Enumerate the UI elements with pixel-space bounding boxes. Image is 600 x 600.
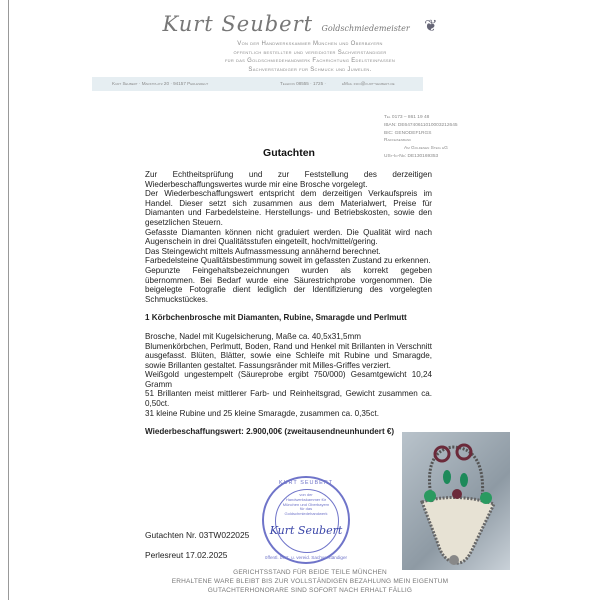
place-date: Perlesreut 17.02.2025 — [145, 550, 228, 560]
description-line: Blumenkörbchen, Perlmutt, Boden, Rand und Henkel mit Brillanten in Verschnitt ausgefasst. Blüten, Blätter, sowie eine Schleife mit Rubine und Smaragde, sowie Brillanten gestaltet. Fassungsränder mit Milles-Griffes verziert. — [145, 341, 432, 370]
credential-line: Sachverständiger für Schmuck und Juwelen. — [248, 66, 372, 73]
footer — [0, 568, 600, 595]
report-number: Gutachten Nr. 03TW022025 — [145, 530, 250, 540]
page-edge — [8, 0, 9, 600]
stamp-top-text: KURT SEUBERT — [278, 480, 334, 486]
intro-paragraph: Gepunzte Feingehaltsbezeichnungen wurden als korrekt gegeben übernommen. Bei Bedarf wurde eine Säurestrichprobe vorgenommen. Die beigelegte Fotografie dient lediglich der Identifizierung des vorgelegten Schmuckstückes. — [145, 265, 432, 304]
intro-paragraph: Farbedelsteine Qualitätsbestimmung soweit im gefassten Zustand zu erkennen. — [145, 256, 431, 266]
bank-bic: BIC: GENODEF1RGS — [384, 130, 432, 136]
replacement-value: Wiederbeschaffungswert: 2.900,00€ (zweitausendneunhundert €) — [145, 427, 395, 437]
phone: Telefon 08555 · 1725 · — [280, 81, 326, 86]
footer-line: GUTACHTERHONORARE SIND SOFORT NACH ERHALT FÄLLIG — [207, 587, 413, 594]
footer-line: GERICHTSSTAND FÜR BEIDE TEILE MÜNCHEN — [233, 569, 387, 576]
stamp-middle-text: von der Handwerkskammer für München und Oberbayern für das Goldschmiedehandwerk — [282, 492, 330, 517]
address-bar — [92, 77, 423, 91]
credential-line: öffentlich bestellter und vereidigter Sachverständiger — [233, 49, 387, 56]
signature: Kurt Seubert — [269, 524, 343, 537]
intro-paragraph: Zur Echtheitsprüfung und zur Feststellung des derzeitigen Wiederbeschaffungswertes wurde mir eine Brosche vorgelegt. — [145, 170, 432, 189]
letterhead-name: Kurt Seubert — [162, 12, 314, 36]
stamp-bottom-text: öffentl. best. u. vereid. Sachverständiger — [264, 555, 348, 560]
letterhead-credentials — [0, 40, 600, 74]
footer-line: ERHALTENE WARE BLEIBT BIS ZUR VOLLSTÄNDIGEN BEZAHLUNG MEIN EIGENTUM — [171, 578, 449, 585]
bank-name: Raiffeisenbank — [384, 138, 412, 144]
bank-iban: IBAN: DE64740611010003212645 — [384, 122, 458, 128]
description-line: Weißgold ungestempelt (Säureprobe ergibt 750/000) Gesamtgewicht 10,24 Gramm — [145, 370, 432, 389]
postal-address: Kurt Seubert · Marktplatz 20 · 94157 Perlesreut — [112, 81, 209, 86]
report-body — [145, 170, 432, 437]
document-heading: Gutachten — [263, 147, 315, 159]
letterhead-title: Goldschmiedemeister — [321, 24, 410, 33]
letterhead-logo — [0, 12, 600, 36]
intro-paragraph: Das Steingewicht mittels Aufmassmessung annähernd berechnet. — [145, 246, 381, 256]
intro-paragraph: Der Wiederbeschaffungswert entspricht dem derzeitigen Verkaufspreis im Handel. Dieser setzt sich zusammen aus dem Materialwert, Preise für Diamanten und Farbedelsteine. Herstellungs- und Betriebskosten, sowie den gesetzlichen Steuern. — [145, 189, 432, 227]
bank-tel: Tel 0173 – 861 19 48 — [384, 115, 430, 120]
vat-id: USt-Id-Nr: DE130169353 — [384, 153, 439, 159]
description-line: 51 Brillanten meist mittlerer Farb- und Reinheitsgrad, Gewicht zusammen ca. 0,50ct. — [145, 389, 432, 409]
laurel-logo-icon: ❦ — [424, 18, 438, 35]
credential-line: Von der Handwerkskammer München und Oberbayern — [237, 41, 383, 47]
credential-line: für das Goldschmiedehandwerk Fachrichtung Edelsteinfassen — [224, 58, 396, 65]
email: eMail info@kurt-seubert.de — [342, 81, 395, 86]
item-title: 1 Körbchenbrosche mit Diamanten, Rubine, Smaragde und Perlmutt — [145, 313, 407, 323]
bank-branch: Am Goldenen Steig eG — [404, 146, 448, 152]
intro-paragraph: Gefasste Diamanten können nicht graduiert werden. Die Qualität wird nach Augenschein in drei Qualitätsstufen eingeteilt, hoch/mittel/gering. — [145, 227, 432, 247]
description-line: 31 kleine Rubine und 25 kleine Smaragde, zusammen ca. 0,35ct. — [145, 408, 379, 418]
official-stamp — [262, 476, 350, 564]
brooch-photo — [402, 432, 510, 570]
description-line: Brosche, Nadel mit Kugelsicherung, Maße ca. 40,5x31,5mm — [145, 331, 361, 341]
